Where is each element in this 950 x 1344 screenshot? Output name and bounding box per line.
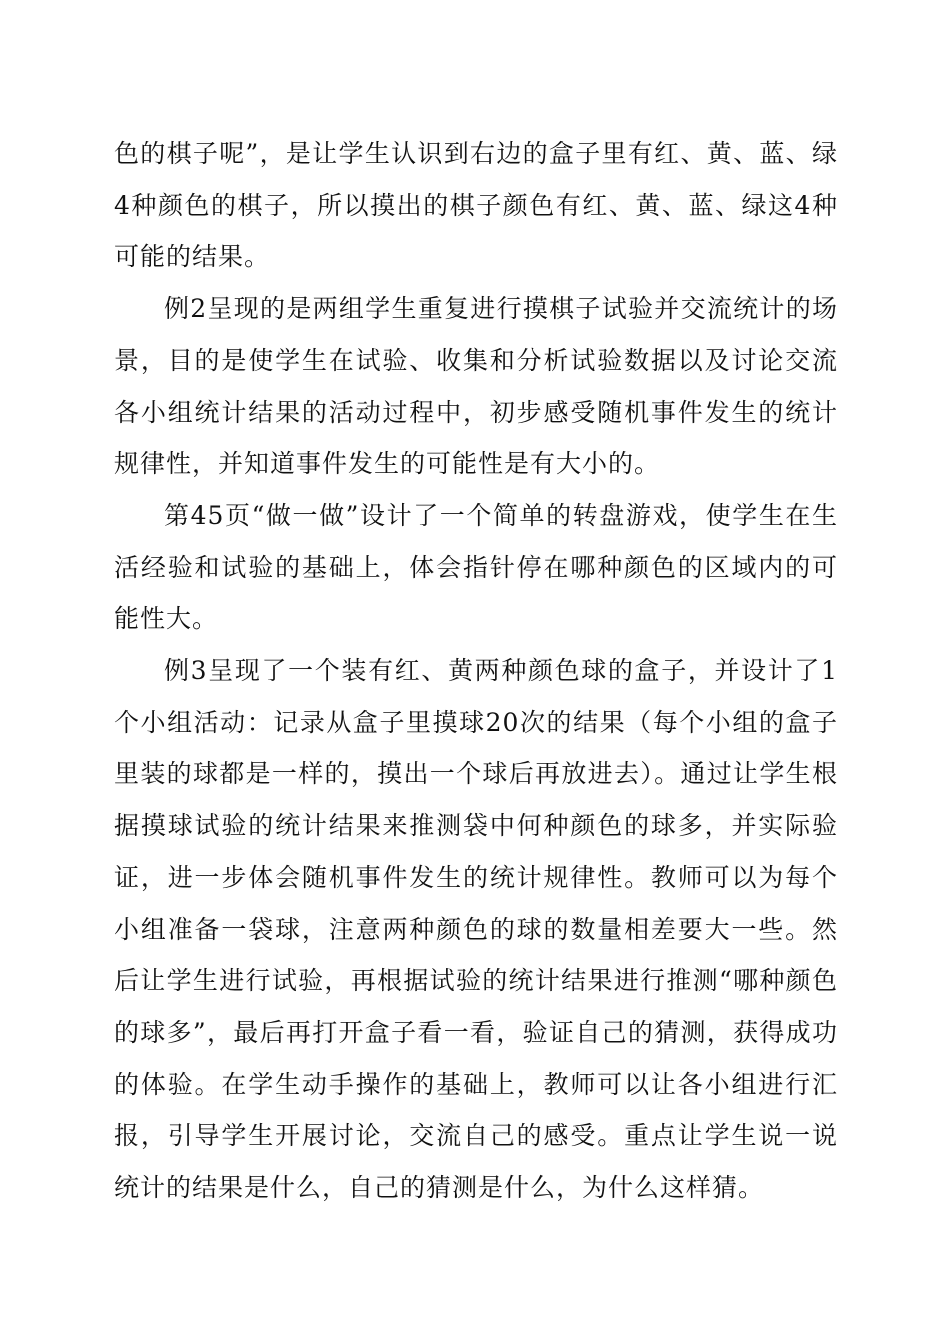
document-page bbox=[114, 128, 838, 1214]
paragraph-continuation: 色的棋子呢”，是让学生认识到右边的盒子里有红、黄、蓝、绿4种颜色的棋子，所以摸出的棋子颜色有红、黄、蓝、绿这4种可能的结果。 bbox=[114, 139, 838, 272]
paragraph-example-2: 例2呈现的是两组学生重复进行摸棋子试验并交流统计的场景，目的是使学生在试验、收集和分析试验数据以及讨论交流各小组统计结果的活动过程中，初步感受随机事件发生的统计规律性，并知道事件发生的可能性是有大小的。 bbox=[114, 294, 838, 479]
paragraph-example-3: 例3呈现了一个装有红、黄两种颜色球的盒子，并设计了1个小组活动：记录从盒子里摸球20次的结果（每个小组的盒子里装的球都是一样的，摸出一个球后再放进去）。通过让学生根据摸球试验的统计结果来推测袋中何种颜色的球多，并实际验证，进一步体会随机事件发生的统计规律性。教师可以为每个小组准备一袋球，注意两种颜色的球的数量相差要大一些。然后让学生进行试验，再根据试验的统计结果进行推测“哪种颜色的球多”，最后再打开盒子看一看，验证自己的猜测，获得成功的体验。在学生动手操作的基础上，教师可以让各小组进行汇报，引导学生开展讨论，交流自己的感受。重点让学生说一说统计的结果是什么，自己的猜测是什么，为什么这样猜。 bbox=[114, 656, 838, 1203]
paragraph-page-45-activity: 第45页“做一做”设计了一个简单的转盘游戏，使学生在生活经验和试验的基础上，体会指针停在哪种颜色的区域内的可能性大。 bbox=[114, 500, 838, 634]
